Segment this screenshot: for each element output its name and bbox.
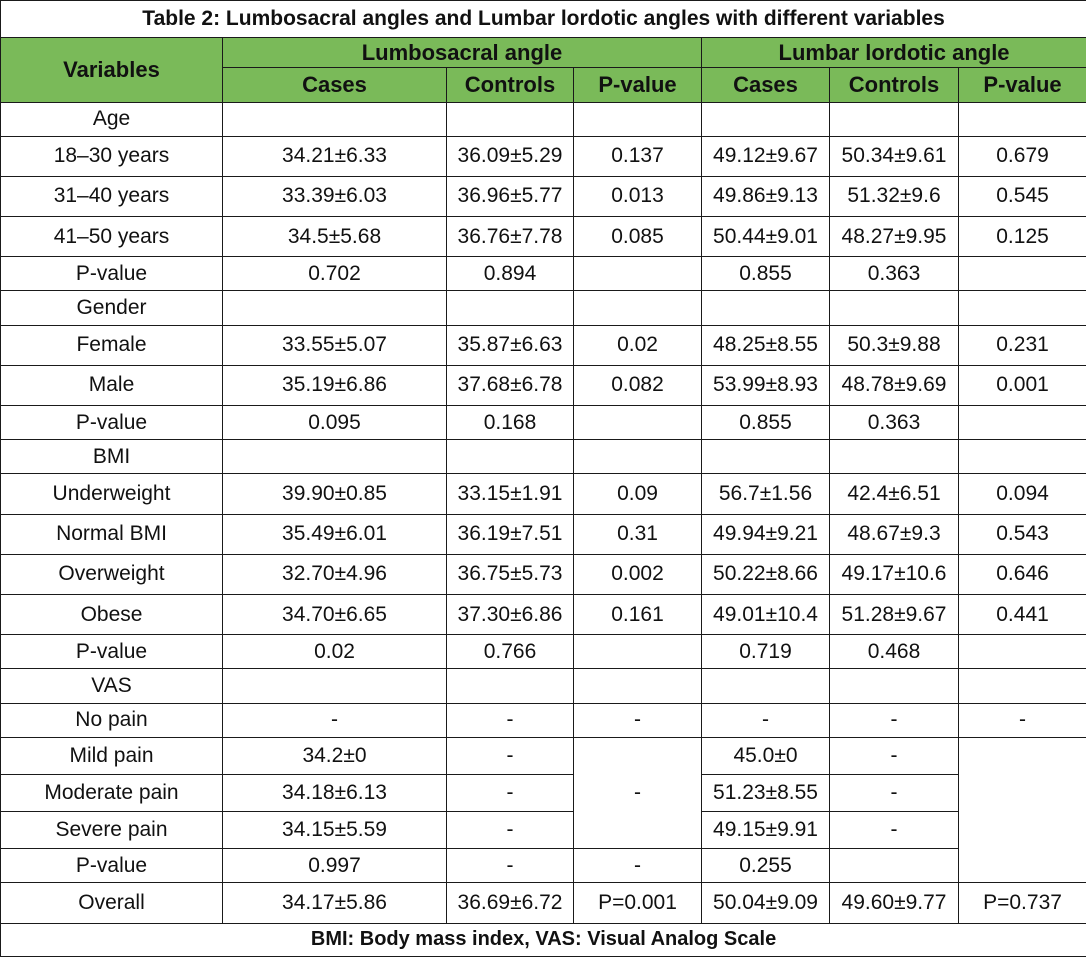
cell-ll-cases: 0.255 [702, 849, 830, 883]
header-group-lumbosacral: Lumbosacral angle [223, 38, 702, 68]
cell-variable: Severe pain [1, 812, 223, 849]
cell-ll-pvalue [959, 102, 1086, 136]
cell-ll-controls: 51.32±9.6 [830, 176, 959, 216]
cell-variable: Underweight [1, 474, 223, 514]
cell-ll-cases: 50.04±9.09 [702, 883, 830, 923]
cell-ll-controls: 0.363 [830, 406, 959, 440]
cell-ll-controls [830, 849, 959, 883]
table-row [1, 635, 1086, 669]
table-row [1, 474, 1086, 514]
cell-ls-cases: 34.5±5.68 [223, 217, 447, 257]
cell-ls-cases: 34.70±6.65 [223, 595, 447, 635]
cell-ls-pvalue [574, 257, 702, 291]
cell-ls-controls: 36.96±5.77 [447, 176, 574, 216]
table-row [1, 136, 1086, 176]
cell-ls-controls: 0.894 [447, 257, 574, 291]
cell-ls-cases: 32.70±4.96 [223, 554, 447, 594]
table-row [1, 176, 1086, 216]
header-ls-controls: Controls [447, 68, 574, 102]
header-ll-cases: Cases [702, 68, 830, 102]
cell-variable: P-value [1, 257, 223, 291]
cell-ll-controls: 48.78±9.69 [830, 365, 959, 405]
cell-ls-controls: - [447, 812, 574, 849]
cell-ls-pvalue: 0.002 [574, 554, 702, 594]
cell-ll-pvalue: 0.543 [959, 514, 1086, 554]
cell-ls-cases: 0.095 [223, 406, 447, 440]
cell-ls-controls: - [447, 774, 574, 811]
cell-ls-cases [223, 440, 447, 474]
cell-variable: P-value [1, 849, 223, 883]
cell-ls-cases: 33.39±6.03 [223, 176, 447, 216]
cell-ll-pvalue: 0.231 [959, 325, 1086, 365]
cell-ls-controls: 37.68±6.78 [447, 365, 574, 405]
table-row [1, 554, 1086, 594]
header-ll-pvalue: P-value [959, 68, 1086, 102]
cell-variable: Normal BMI [1, 514, 223, 554]
table-row [1, 737, 1086, 774]
header-group-lumbar-lordotic: Lumbar lordotic angle [702, 38, 1086, 68]
cell-ls-cases: 34.18±6.13 [223, 774, 447, 811]
header-ls-cases: Cases [223, 68, 447, 102]
header-ll-controls: Controls [830, 68, 959, 102]
cell-variable: Overweight [1, 554, 223, 594]
cell-ls-cases: 35.49±6.01 [223, 514, 447, 554]
cell-variable: Gender [1, 291, 223, 325]
table-row [1, 812, 1086, 849]
cell-variable: Moderate pain [1, 774, 223, 811]
cell-ll-pvalue-merged [959, 737, 1086, 883]
header-variables: Variables [1, 38, 223, 102]
cell-ll-cases: 56.7±1.56 [702, 474, 830, 514]
cell-ls-cases: 34.17±5.86 [223, 883, 447, 923]
table-row [1, 257, 1086, 291]
cell-ls-controls: 35.87±6.63 [447, 325, 574, 365]
cell-ll-cases: 49.12±9.67 [702, 136, 830, 176]
cell-ls-controls: 36.69±6.72 [447, 883, 574, 923]
cell-ls-pvalue: 0.31 [574, 514, 702, 554]
cell-ls-cases: - [223, 703, 447, 737]
cell-variable: P-value [1, 635, 223, 669]
cell-ls-pvalue: 0.082 [574, 365, 702, 405]
cell-variable: 18–30 years [1, 136, 223, 176]
cell-ls-cases [223, 669, 447, 703]
cell-ls-controls: 36.19±7.51 [447, 514, 574, 554]
cell-ls-controls: 0.766 [447, 635, 574, 669]
cell-ll-controls: 50.34±9.61 [830, 136, 959, 176]
cell-ls-pvalue-merged: - [574, 737, 702, 849]
cell-ls-cases: 0.02 [223, 635, 447, 669]
cell-ls-cases: 33.55±5.07 [223, 325, 447, 365]
cell-ll-controls: 49.60±9.77 [830, 883, 959, 923]
cell-ll-cases: 50.44±9.01 [702, 217, 830, 257]
cell-ll-controls: - [830, 812, 959, 849]
cell-ls-pvalue [574, 102, 702, 136]
table-footnote: BMI: Body mass index, VAS: Visual Analog Scale [1, 923, 1086, 956]
cell-ls-cases: 0.997 [223, 849, 447, 883]
cell-ls-pvalue [574, 291, 702, 325]
cell-ll-cases: - [702, 703, 830, 737]
cell-ls-pvalue [574, 635, 702, 669]
cell-ls-controls [447, 102, 574, 136]
cell-ll-pvalue [959, 257, 1086, 291]
cell-ll-cases: 49.94±9.21 [702, 514, 830, 554]
cell-ls-pvalue [574, 440, 702, 474]
cell-ll-controls: - [830, 774, 959, 811]
cell-ll-cases: 49.01±10.4 [702, 595, 830, 635]
cell-ll-controls: 0.468 [830, 635, 959, 669]
cell-ls-cases: 34.21±6.33 [223, 136, 447, 176]
cell-variable: BMI [1, 440, 223, 474]
cell-ll-cases: 49.86±9.13 [702, 176, 830, 216]
cell-ll-cases: 0.855 [702, 257, 830, 291]
cell-ls-pvalue: 0.137 [574, 136, 702, 176]
cell-ll-pvalue: 0.545 [959, 176, 1086, 216]
table-row [1, 365, 1086, 405]
cell-ll-controls: 48.27±9.95 [830, 217, 959, 257]
table-row [1, 217, 1086, 257]
cell-ls-controls: 0.168 [447, 406, 574, 440]
cell-variable: Age [1, 102, 223, 136]
table-row [1, 669, 1086, 703]
table-row-overall [1, 883, 1086, 923]
table-row [1, 406, 1086, 440]
table-row [1, 774, 1086, 811]
cell-ls-pvalue: - [574, 849, 702, 883]
cell-ls-controls: 36.75±5.73 [447, 554, 574, 594]
cell-ls-pvalue: 0.09 [574, 474, 702, 514]
table-row [1, 514, 1086, 554]
cell-variable: 31–40 years [1, 176, 223, 216]
cell-variable: Obese [1, 595, 223, 635]
cell-ll-cases: 0.719 [702, 635, 830, 669]
table-row [1, 849, 1086, 883]
table-title: Table 2: Lumbosacral angles and Lumbar lordotic angles with different variables [1, 1, 1086, 38]
cell-ll-controls [830, 440, 959, 474]
cell-ll-controls: 42.4±6.51 [830, 474, 959, 514]
table-row [1, 703, 1086, 737]
cell-ll-cases: 45.0±0 [702, 737, 830, 774]
cell-ll-controls: 51.28±9.67 [830, 595, 959, 635]
cell-ls-controls [447, 291, 574, 325]
cell-ls-cases: 0.702 [223, 257, 447, 291]
cell-ls-controls: 33.15±1.91 [447, 474, 574, 514]
cell-ll-controls: 0.363 [830, 257, 959, 291]
cell-ls-pvalue: P=0.001 [574, 883, 702, 923]
cell-ls-controls [447, 669, 574, 703]
cell-ls-controls: 36.76±7.78 [447, 217, 574, 257]
cell-ll-controls [830, 669, 959, 703]
cell-ll-pvalue [959, 635, 1086, 669]
cell-ll-cases [702, 102, 830, 136]
cell-ll-cases: 50.22±8.66 [702, 554, 830, 594]
cell-ll-cases [702, 669, 830, 703]
cell-ll-controls: 49.17±10.6 [830, 554, 959, 594]
cell-variable: Female [1, 325, 223, 365]
cell-ll-controls: - [830, 737, 959, 774]
cell-ll-controls: - [830, 703, 959, 737]
cell-variable: No pain [1, 703, 223, 737]
cell-ls-controls [447, 440, 574, 474]
cell-variable: VAS [1, 669, 223, 703]
cell-ll-pvalue: 0.679 [959, 136, 1086, 176]
cell-ll-controls [830, 102, 959, 136]
cell-ls-controls: - [447, 849, 574, 883]
cell-ls-cases: 34.2±0 [223, 737, 447, 774]
cell-variable: Male [1, 365, 223, 405]
cell-ls-controls: - [447, 703, 574, 737]
cell-variable: Mild pain [1, 737, 223, 774]
cell-ls-cases [223, 291, 447, 325]
cell-ll-cases [702, 440, 830, 474]
table-row [1, 102, 1086, 136]
cell-ll-controls: 48.67±9.3 [830, 514, 959, 554]
cell-ll-cases: 53.99±8.93 [702, 365, 830, 405]
cell-ll-pvalue: 0.441 [959, 595, 1086, 635]
table-row [1, 595, 1086, 635]
cell-variable: Overall [1, 883, 223, 923]
cell-ll-pvalue: P=0.737 [959, 883, 1086, 923]
cell-ll-controls [830, 291, 959, 325]
table-row [1, 291, 1086, 325]
cell-ll-pvalue: 0.001 [959, 365, 1086, 405]
cell-ll-cases: 48.25±8.55 [702, 325, 830, 365]
cell-ls-pvalue: - [574, 703, 702, 737]
cell-ls-cases [223, 102, 447, 136]
cell-ls-pvalue: 0.085 [574, 217, 702, 257]
cell-ll-pvalue [959, 291, 1086, 325]
cell-ll-pvalue: - [959, 703, 1086, 737]
cell-ll-cases [702, 291, 830, 325]
cell-ll-controls: 50.3±9.88 [830, 325, 959, 365]
cell-ll-pvalue [959, 669, 1086, 703]
cell-ll-cases: 51.23±8.55 [702, 774, 830, 811]
cell-ll-pvalue [959, 406, 1086, 440]
cell-ll-cases: 0.855 [702, 406, 830, 440]
cell-ls-pvalue [574, 406, 702, 440]
table-row [1, 325, 1086, 365]
cell-ll-pvalue [959, 440, 1086, 474]
cell-ll-pvalue: 0.646 [959, 554, 1086, 594]
table-row [1, 440, 1086, 474]
cell-ls-controls: - [447, 737, 574, 774]
cell-ls-pvalue: 0.013 [574, 176, 702, 216]
cell-ll-pvalue: 0.094 [959, 474, 1086, 514]
cell-ls-controls: 37.30±6.86 [447, 595, 574, 635]
cell-variable: P-value [1, 406, 223, 440]
cell-variable: 41–50 years [1, 217, 223, 257]
cell-ls-cases: 35.19±6.86 [223, 365, 447, 405]
cell-ll-pvalue: 0.125 [959, 217, 1086, 257]
cell-ls-pvalue: 0.02 [574, 325, 702, 365]
cell-ls-cases: 39.90±0.85 [223, 474, 447, 514]
cell-ll-cases: 49.15±9.91 [702, 812, 830, 849]
cell-ls-controls: 36.09±5.29 [447, 136, 574, 176]
cell-ls-pvalue: 0.161 [574, 595, 702, 635]
header-ls-pvalue: P-value [574, 68, 702, 102]
cell-ls-cases: 34.15±5.59 [223, 812, 447, 849]
cell-ls-pvalue [574, 669, 702, 703]
